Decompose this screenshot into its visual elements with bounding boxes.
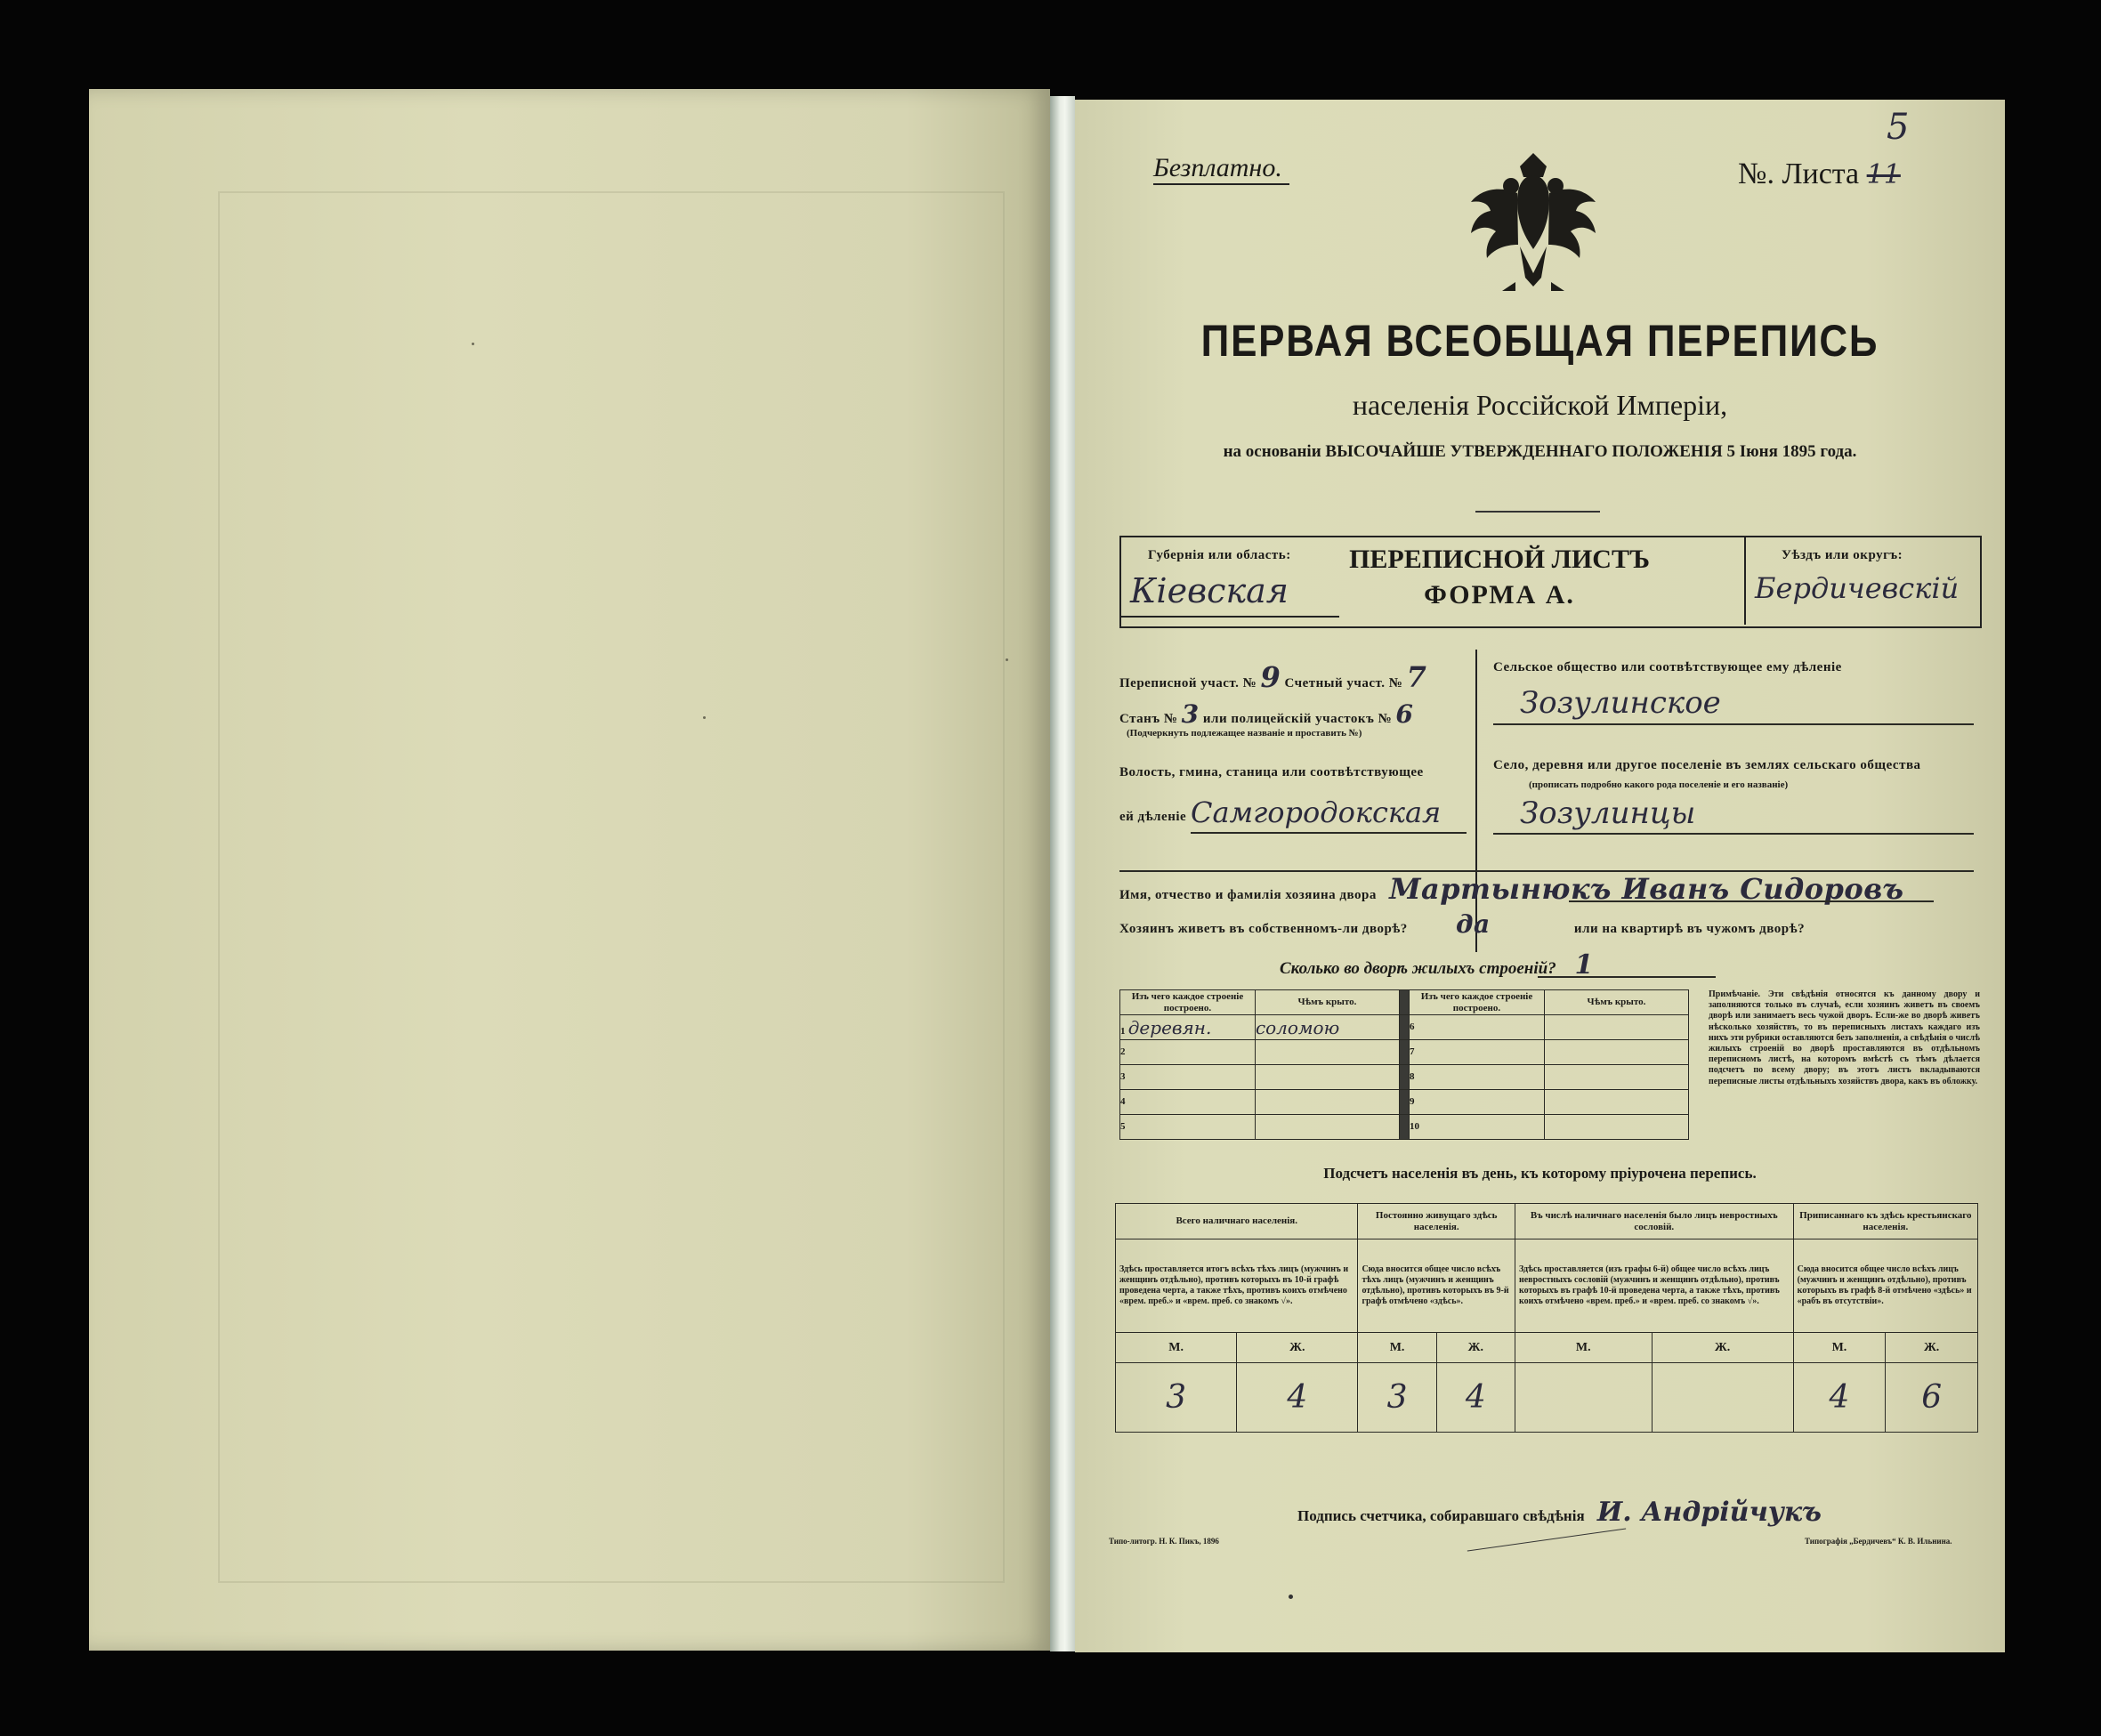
uezd-cell <box>1744 536 1982 625</box>
building-roof-cell <box>1544 1090 1688 1115</box>
uezd-label: Уѣздъ или округъ: <box>1782 548 1903 562</box>
society-value: Зозулинское <box>1520 685 1721 721</box>
buildings-table <box>1119 989 1689 1140</box>
free-label: Безплатно. <box>1153 153 1289 185</box>
pop-header-total: Всего наличнаго населенія. <box>1116 1204 1358 1239</box>
table-spine <box>1399 1115 1409 1140</box>
table-row <box>1120 1090 1689 1115</box>
page-title: ПЕРВАЯ ВСЕОБЩАЯ ПЕРЕПИСЬ <box>1200 316 1879 366</box>
paper-speck <box>1006 658 1008 661</box>
paper-speck <box>1289 1595 1293 1599</box>
volost-label-2: ей дѣленіе <box>1119 810 1187 824</box>
female-header: Ж. <box>1652 1333 1793 1363</box>
building-roof-cell <box>1255 1065 1399 1090</box>
table-spine <box>1399 990 1409 1015</box>
building-roof-cell <box>1544 1115 1688 1140</box>
pop-header-peasant: Приписаннаго къ здѣсь крестьянскаго населенія. <box>1793 1204 1977 1239</box>
gubernia-value: Кіевская <box>1130 571 1289 610</box>
table-row <box>1120 1040 1689 1065</box>
village-value: Зозулинцы <box>1520 795 1696 831</box>
police-label: или полицейскій участокъ № <box>1202 712 1393 726</box>
male-header: М. <box>1793 1333 1886 1363</box>
row-number: 6 <box>1410 1015 1545 1040</box>
population-table <box>1115 1203 1978 1433</box>
row-number: 10 <box>1410 1115 1545 1140</box>
printer-left: Типо-литогр. Н. К. Пикъ, 1896 <box>1109 1537 1219 1546</box>
population-title: Подсчетъ населенія въ день, къ которому пріурочена перепись. <box>1323 1165 1757 1182</box>
pop-desc-non-tax: Здѣсь проставляется (изъ графы 6-й) общее число всѣхъ лицъ невростныхъ сословій (мужчинъ и женщинъ отдѣльно), противъ которыхъ въ графѣ 10-й проведена черта, а также тѣхъ, противъ коихъ отмѣчено «врем. преб.» и «врем. преб. со знакомъ √». <box>1515 1239 1793 1333</box>
building-roof-cell <box>1544 1040 1688 1065</box>
row-number: 3 <box>1120 1065 1256 1090</box>
owner-lives-row <box>1119 909 1805 939</box>
buildings-col-roof: Чѣмъ крыто. <box>1255 990 1399 1015</box>
police-value: 6 <box>1395 699 1414 729</box>
society-underline <box>1493 723 1974 725</box>
table-spine <box>1399 1090 1409 1115</box>
row-number: 5 <box>1120 1115 1256 1140</box>
table-row <box>1120 1015 1689 1040</box>
stan-value: 3 <box>1181 699 1200 729</box>
male-header: М. <box>1116 1333 1237 1363</box>
building-roof-cell <box>1255 1115 1399 1140</box>
printer-right: Типографія „Бердичевъ“ К. В. Ильнина. <box>1805 1537 1952 1546</box>
non-tax-male-value <box>1515 1363 1652 1433</box>
female-header: Ж. <box>1237 1333 1358 1363</box>
paper-speck <box>472 343 474 345</box>
census-section-row <box>1119 660 1426 694</box>
signature-label: Подпись счетчика, собиравшаго свѣдѣнія <box>1297 1507 1585 1524</box>
stan-row <box>1119 699 1413 729</box>
building-material-value: деревян. <box>1127 1016 1212 1038</box>
permanent-female-value: 4 <box>1436 1363 1515 1433</box>
volost-label: Волость, гмина, станица или соотвѣтствующее <box>1119 765 1424 779</box>
table-spine <box>1399 1040 1409 1065</box>
underline-note: (Подчеркнуть подлежащее названіе и проставить №) <box>1127 728 1362 739</box>
buildings-col-material: Изъ чего каждое строеніе построено. <box>1120 990 1256 1015</box>
signature-row <box>1297 1497 1822 1528</box>
village-underline <box>1493 833 1974 835</box>
table-row <box>1120 1115 1689 1140</box>
building-roof-cell <box>1544 1015 1688 1040</box>
owner-underline <box>1569 900 1934 902</box>
owner-lives-label-2: или на квартирѣ въ чужомъ дворѣ? <box>1573 922 1806 936</box>
buildings-note: Примѣчаніе. Эти свѣдѣнія относятся къ данному двору и заполняются только въ случаѣ, если хозяинъ живетъ въ своемъ дворѣ или занимаетъ весь чужой дворъ. Если-же во дворѣ живетъ нѣсколько хозяйствъ, то въ переписныхъ листахъ каждаго изъ нихъ эти рубрики оставляются безъ заполненія, а свѣдѣнія о числѣ жилыхъ строеній во дворѣ проставляются въ отдѣльномъ переписномъ листѣ, на которомъ вмѣстѣ съ тѣмъ дѣлается подсчетъ по всему двору; въ этотъ листъ вкладываются переписные листы отдѣльныхъ хозяйствъ двора, какъ въ обложку. <box>1709 989 1980 1086</box>
book-spine <box>1050 96 1075 1651</box>
imperial-eagle-emblem <box>1467 149 1600 300</box>
sheet-label-text: №. Листа <box>1738 157 1860 190</box>
table-row <box>1120 1065 1689 1090</box>
census-form-page <box>1075 100 2005 1652</box>
female-header: Ж. <box>1436 1333 1515 1363</box>
table-spine <box>1399 1015 1409 1040</box>
volost-value: Самгородокская <box>1191 795 1442 829</box>
society-label: Сельское общество или соотвѣтствующее ему дѣленіе <box>1493 660 1842 674</box>
owner-value: Мартынюкъ Иванъ Сидоровъ <box>1389 872 1904 906</box>
left-page <box>89 89 1050 1651</box>
building-cell <box>1120 1015 1256 1040</box>
form-subtitle: ФОРМА А. <box>1424 580 1575 610</box>
total-female-value: 4 <box>1237 1363 1358 1433</box>
building-roof-cell <box>1544 1065 1688 1090</box>
row-number: 1 <box>1120 1025 1126 1037</box>
building-roof-cell <box>1255 1040 1399 1065</box>
total-male-value: 3 <box>1116 1363 1237 1433</box>
village-note: (прописать подробно какого рода поселеніе и его названіе) <box>1529 779 1789 790</box>
owner-label: Имя, отчество и фамилія хозяина двора <box>1119 888 1377 902</box>
counter-section-value: 7 <box>1406 660 1427 694</box>
paper-speck <box>703 716 706 719</box>
left-page-frame <box>218 191 1005 1583</box>
sheet-number-crossed: 11 <box>1866 159 1901 190</box>
peasant-female-value: 6 <box>1886 1363 1978 1433</box>
sheet-number-handwritten: 5 <box>1887 107 1910 148</box>
legal-basis: на основаніи ВЫСОЧАЙШЕ УТВЕРЖДЕННАГО ПОЛОЖЕНІЯ 5 Іюня 1895 года. <box>1223 442 1857 461</box>
male-header: М. <box>1358 1333 1436 1363</box>
sheet-number-label <box>1738 157 1901 191</box>
owner-lives-value: да <box>1456 909 1491 939</box>
gubernia-underline <box>1121 616 1339 618</box>
signature-flourish <box>1467 1528 1626 1551</box>
form-header-box <box>1119 536 1982 628</box>
pop-header-permanent: Постоянно живущаго здѣсь населенія. <box>1358 1204 1515 1239</box>
row-number: 9 <box>1410 1090 1545 1115</box>
stan-label: Станъ № <box>1119 712 1178 726</box>
male-header: М. <box>1515 1333 1652 1363</box>
peasant-male-value: 4 <box>1793 1363 1886 1433</box>
column-divider <box>1475 650 1477 952</box>
buildings-label: Сколько во дворѣ жилыхъ строеній? <box>1280 959 1556 978</box>
row-number: 8 <box>1410 1065 1545 1090</box>
counter-section-label: Счетный участ. № <box>1284 676 1403 690</box>
buildings-value: 1 <box>1574 949 1594 981</box>
buildings-col-material-2: Изъ чего каждое строеніе построено. <box>1410 990 1545 1015</box>
village-label: Село, деревня или другое поселеніе въ землях сельскаго общества <box>1493 758 1921 772</box>
row-number: 7 <box>1410 1040 1545 1065</box>
buildings-underline <box>1538 976 1716 978</box>
row-number: 4 <box>1120 1090 1256 1115</box>
pop-desc-peasant: Сюда вносится общее число всѣхъ лицъ (мужчинъ и женщинъ отдѣльно), противъ которыхъ въ графѣ 8-й отмѣчено «здѣсь» и «рабъ въ отсутствіи». <box>1793 1239 1977 1333</box>
owner-lives-label: Хозяинъ живетъ въ собственномъ-ли дворѣ? <box>1119 922 1408 936</box>
volost-underline <box>1191 832 1467 834</box>
gubernia-label: Губернія или область: <box>1148 548 1291 562</box>
female-header: Ж. <box>1886 1333 1978 1363</box>
form-title: ПЕРЕПИСНОЙ ЛИСТЪ <box>1349 545 1650 574</box>
building-roof-value: соломою <box>1255 1015 1399 1040</box>
signature-value: И. Андрійчукъ <box>1596 1497 1822 1528</box>
table-spine <box>1399 1065 1409 1090</box>
buildings-col-roof-2: Чѣмъ крыто. <box>1544 990 1688 1015</box>
census-section-label: Переписной участ. № <box>1119 676 1257 690</box>
page-subtitle: населенія Россійской Имперіи, <box>1352 389 1728 421</box>
pop-desc-total: Здѣсь проставляется итогъ всѣхъ тѣхъ лицъ (мужчинъ и женщинъ отдѣльно), противъ которыхъ въ 10-й графѣ проведена черта, а также тѣхъ, противъ коихъ отмѣчено «врем. преб.» и «врем. преб. со знакомъ √». <box>1116 1239 1358 1333</box>
pop-desc-permanent: Сюда вносится общее число всѣхъ тѣхъ лицъ (мужчинъ и женщинъ отдѣльно), противъ которыхъ въ 9-й графѣ отмѣчено «здѣсь». <box>1358 1239 1515 1333</box>
uezd-value: Бердичевскій <box>1755 571 1960 605</box>
non-tax-female-value <box>1652 1363 1793 1433</box>
row-number: 2 <box>1120 1040 1256 1065</box>
pop-header-non-tax: Въ числѣ наличнаго населенія было лицъ невростныхъ сословій. <box>1515 1204 1793 1239</box>
building-roof-cell <box>1255 1090 1399 1115</box>
census-section-value: 9 <box>1260 660 1281 694</box>
permanent-male-value: 3 <box>1358 1363 1436 1433</box>
ornament-divider <box>1475 511 1600 513</box>
